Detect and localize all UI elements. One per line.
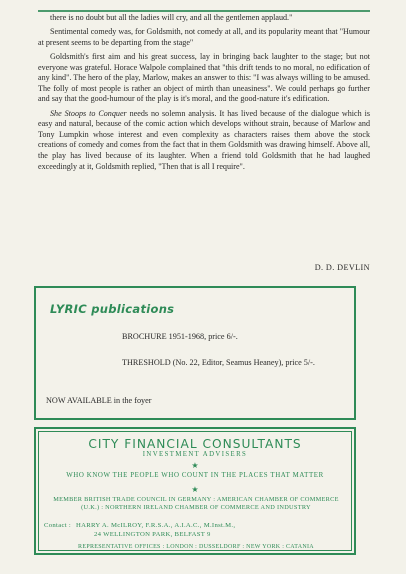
article-paragraph: Goldsmith's first aim and his great success, lay in bringing back laughter to the stage; but not everyone was grateful. Horace Walpole complained that "this drift tends to no moral, no edification of any kind". The hero of the play, Marlow, makes an answer to this: "I was always willing to be amused. The folly of most people is rather an object of mirth than uneasiness". We could perhaps go further and say that the good-humour of the play is it's moral, and the good-nature it's edification. xyxy=(38,51,371,104)
lyric-publications-ad xyxy=(34,286,356,420)
company-name: CITY FINANCIAL CONSULTANTS xyxy=(88,437,302,451)
contact-label: Contact : xyxy=(44,522,72,529)
article-paragraph: there is no doubt but all the ladies will cry, and all the gentlemen applaud." xyxy=(50,13,293,22)
threshold-price: THRESHOLD (No. 22, Editor, Seamus Heaney), price 5/-. xyxy=(122,358,315,367)
company-subtitle: INVESTMENT ADVISERS xyxy=(142,451,248,458)
contact-name: HARRY A. McILROY, F.R.S.A., A.I.A.C., M.Inst.M., xyxy=(75,522,236,529)
play-title: She Stoops to Conquer xyxy=(50,108,127,118)
availability-note: NOW AVAILABLE in the foyer xyxy=(46,396,152,405)
contact-address: 24 WELLINGTON PARK, BELFAST 9 xyxy=(94,530,211,538)
article-paragraph xyxy=(38,109,370,173)
article-paragraph: Sentimental comedy was, for Goldsmith, not comedy at all, and its popularity meant that "Humour at present seems to be departing from the stage" xyxy=(38,27,370,47)
lyric-publications-title: LYRIC publications xyxy=(50,302,175,316)
company-motto: WHO KNOW THE PEOPLE WHO COUNT IN THE PLACES THAT MATTER xyxy=(66,472,324,479)
brochure-price: BROCHURE 1951-1968, price 6/-. xyxy=(122,332,238,341)
article-text xyxy=(38,13,370,176)
star-icon: ★ xyxy=(191,485,199,494)
representative-offices: REPRESENTATIVE OFFICES : LONDON : DUSSELDORF : NEW YORK : CATANIA xyxy=(78,544,314,550)
star-icon: ★ xyxy=(191,461,199,470)
top-rule xyxy=(38,10,370,12)
author-signature: D. D. DEVLIN xyxy=(314,263,370,272)
memberships: MEMBER BRITISH TRADE COUNCIL IN GERMANY : AMERICAN CHAMBER OF COMMERCE (U.K.) : NORTHERN IRELAND CHAMBER OF COMMERCE AND INDUSTRY xyxy=(53,496,339,512)
city-financial-consultants-ad xyxy=(34,427,356,555)
contact-block xyxy=(44,522,348,539)
article-paragraph-text: needs no solemn analysis. It has lived because of the dialogue which is easy and natural, because of the comic action which develops without strain, because of Marlow and Tony Lumpkin whose interest and even complexity as characters raises them above the stock creations of comedy and comes from the fact that in them Goldsmith was drawing himself. Above all, the play has lived because of its laughter. When a friend told Goldsmith that he had laughed exceedingly at it, Goldsmith replied, "Then that is all I require". xyxy=(38,108,371,171)
